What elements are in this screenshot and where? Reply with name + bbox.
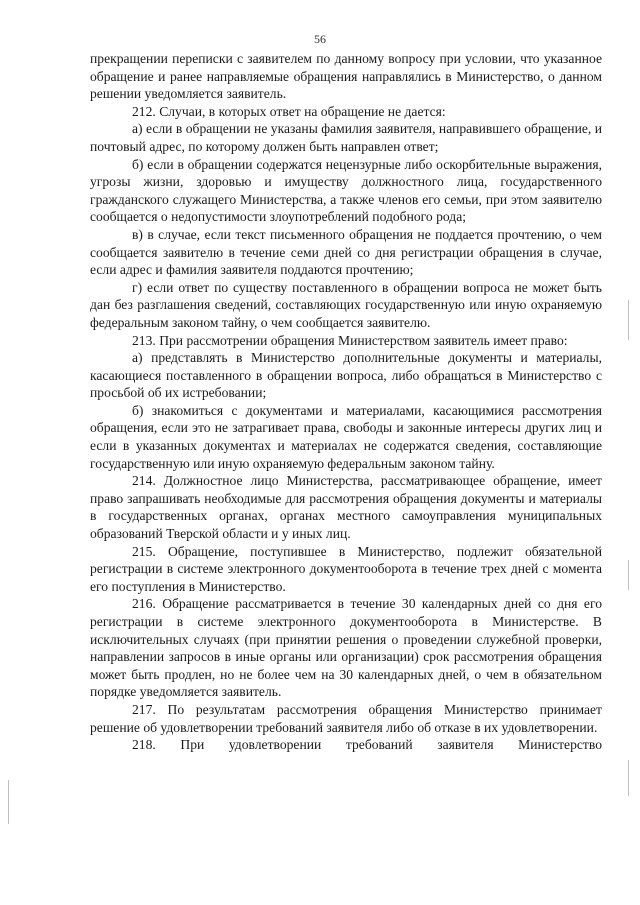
paragraph-214: 214. Должностное лицо Министерства, рассматривающее обращение, имеет право запрашивать необходимые для рассмотрения обращения документы и материалы в государственных органах, органах местного самоуправления муниципальных образований Тверской области и у иных лиц. — [90, 473, 602, 542]
paragraph-216: 216. Обращение рассматривается в течение 30 календарных дней со дня его регистрации в системе электронного документооборота в Министерстве. В исключительных случаях (при принятии решения о проведении служебной проверки, направлении запросов в иные органы или организации) срок рассмотрения обращения может быть продлен, но не более чем на 30 календарных дней, о чем в обязательном порядке уведомляется заявитель. — [90, 596, 602, 700]
scan-margin-mark — [628, 560, 629, 590]
paragraph-212: 212. Случаи, в которых ответ на обращение не дается: — [132, 103, 446, 119]
scan-margin-mark — [8, 780, 9, 824]
paragraph-212-g: г) если ответ по существу поставленного в обращении вопроса не может быть дан без разглашения сведений, составляющих государственную или иную охраняемую федеральным законом тайну, о чем сообщается заявителю. — [90, 279, 602, 330]
paragraph-continuation: прекращении переписки с заявителем по данному вопросу при условии, что указанное обращение и ранее направляемые обращения направлялись в Министерство, о данном решении уведомляется заявитель. — [90, 51, 602, 102]
document-body — [90, 50, 602, 754]
paragraph-218: 218. При удовлетворении требований заявителя Министерство — [132, 737, 602, 753]
paragraph-213-a: а) представлять в Министерство дополнительные документы и материалы, касающиеся поставленного в обращении вопроса, либо обращаться в Министерство с просьбой об их истребовании; — [90, 350, 602, 401]
paragraph-213: 213. При рассмотрении обращения Министерством заявитель имеет право: — [132, 332, 568, 348]
scan-margin-mark — [628, 760, 629, 796]
paragraph-213-b: б) знакомиться с документами и материалами, касающимися рассмотрения обращения, если это не затрагивает права, свободы и законные интересы других лиц и если в указанных документах и материалах не содержатся сведения, составляющие государственную или иную охраняемую федеральным законом тайну. — [90, 402, 602, 471]
paragraph-212-v: в) в случае, если текст письменного обращения не поддается прочтению, о чем сообщается заявителю в течение семи дней со дня регистрации обращения в случае, если адрес и фамилия заявителя поддаются прочтению; — [90, 226, 602, 278]
paragraph-212-b: б) если в обращении содержатся нецензурные либо оскорбительные выражения, угрозы жизни, здоровью и имуществу должностного лица, государственного гражданского служащего Министерства, а также членов его семьи, при этом заявителю сообщается о недопустимости злоупотреблений подобного рода; — [90, 156, 602, 225]
paragraph-215: 215. Обращение, поступившее в Министерство, подлежит обязательной регистрации в системе электронного документооборота в течение трех дней с момента его поступления в Министерство. — [90, 543, 602, 594]
paragraph-217: 217. По результатам рассмотрения обращения Министерство принимает решение об удовлетворении требований заявителя либо об отказе в их удовлетворении. — [90, 701, 602, 735]
page-number: 56 — [314, 32, 326, 46]
scan-margin-mark — [628, 300, 629, 340]
paragraph-212-a: а) если в обращении не указаны фамилия заявителя, направившего обращение, и почтовый адрес, по которому должен быть направлен ответ; — [90, 121, 602, 154]
